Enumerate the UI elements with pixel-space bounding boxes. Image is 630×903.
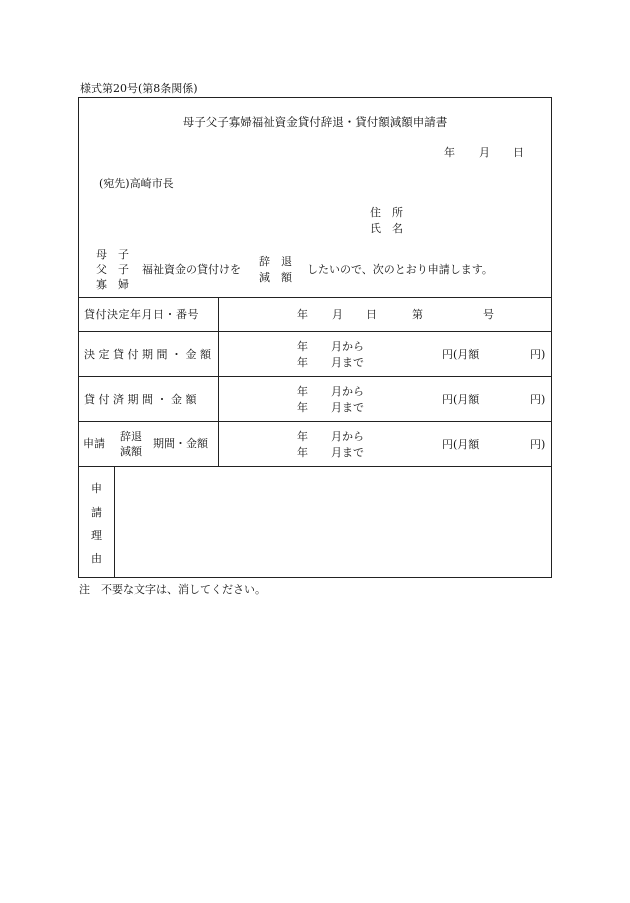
completed-year-to: 年 xyxy=(297,401,308,414)
reason-label-char: 申 xyxy=(91,482,102,495)
applied-year-from: 年 xyxy=(297,430,308,443)
reason-label-char: 理 xyxy=(91,529,102,542)
applicant-address-label: 住 所 xyxy=(370,206,403,219)
date-month-label: 月 xyxy=(479,146,490,159)
applied-month-to: 月まで xyxy=(331,446,364,459)
row-label-applied-gengaku: 減額 xyxy=(120,445,142,458)
decision-month: 月 xyxy=(332,308,343,321)
completed-amount-close: 円) xyxy=(530,393,546,406)
fund-type-fushi: 父 子 xyxy=(96,263,129,276)
row-label-decided-period: 決 定 貸 付 期 間 ・ 金 額 xyxy=(84,348,211,361)
column-divider xyxy=(218,297,219,466)
decided-amount-label: 円(月額 xyxy=(442,348,480,361)
completed-amount-label: 円(月額 xyxy=(442,393,480,406)
reason-field[interactable] xyxy=(115,467,551,577)
applied-amount-close: 円) xyxy=(530,438,546,451)
applied-month-from: 月から xyxy=(331,430,364,443)
row-divider xyxy=(78,376,552,377)
footnote: 注 不要な文字は、消してください。 xyxy=(79,583,266,596)
date-day-label: 日 xyxy=(513,146,524,159)
reason-label-char: 由 xyxy=(91,552,102,565)
form-label: 様式第20号(第8条関係) xyxy=(80,82,198,95)
completed-year-from: 年 xyxy=(297,385,308,398)
date-year-label: 年 xyxy=(444,146,455,159)
row-label-applied-suffix: 期間・金額 xyxy=(153,437,208,450)
decided-month-to: 月まで xyxy=(331,356,364,369)
decision-gou: 号 xyxy=(483,308,494,321)
decision-year: 年 xyxy=(297,308,308,321)
decided-month-from: 月から xyxy=(331,340,364,353)
row-label-decision: 貸付決定年月日・番号 xyxy=(84,308,199,321)
completed-month-from: 月から xyxy=(331,385,364,398)
applicant-name-label: 氏 名 xyxy=(370,222,403,235)
fund-type-boshi: 母 子 xyxy=(96,248,129,261)
statement-middle: 福祉資金の貸付けを xyxy=(142,263,241,276)
applied-amount-label: 円(月額 xyxy=(442,438,480,451)
decided-year-to: 年 xyxy=(297,356,308,369)
form-title: 母子父子寡婦福祉資金貸付辞退・貸付額減額申請書 xyxy=(182,115,448,129)
decided-year-from: 年 xyxy=(297,340,308,353)
row-divider xyxy=(78,297,552,298)
completed-month-to: 月まで xyxy=(331,401,364,414)
option-gengaku: 減 額 xyxy=(259,271,292,284)
row-label-applied-jitai: 辞退 xyxy=(120,430,142,443)
row-label-applied-prefix: 申請 xyxy=(83,437,105,450)
applied-year-to: 年 xyxy=(297,446,308,459)
statement-end: したいので、次のとおり申請します。 xyxy=(307,263,493,276)
decided-amount-close: 円) xyxy=(530,348,546,361)
decision-day: 日 xyxy=(366,308,377,321)
reason-label-char: 請 xyxy=(91,506,102,519)
row-divider xyxy=(78,331,552,332)
decision-dai: 第 xyxy=(412,308,423,321)
option-jitai: 辞 退 xyxy=(259,255,292,268)
fund-type-kafu: 寡 婦 xyxy=(96,278,129,291)
addressee: (宛先)高崎市長 xyxy=(99,177,174,190)
row-label-completed-period: 貸 付 済 期 間 ・ 金 額 xyxy=(84,393,197,406)
row-divider xyxy=(78,421,552,422)
